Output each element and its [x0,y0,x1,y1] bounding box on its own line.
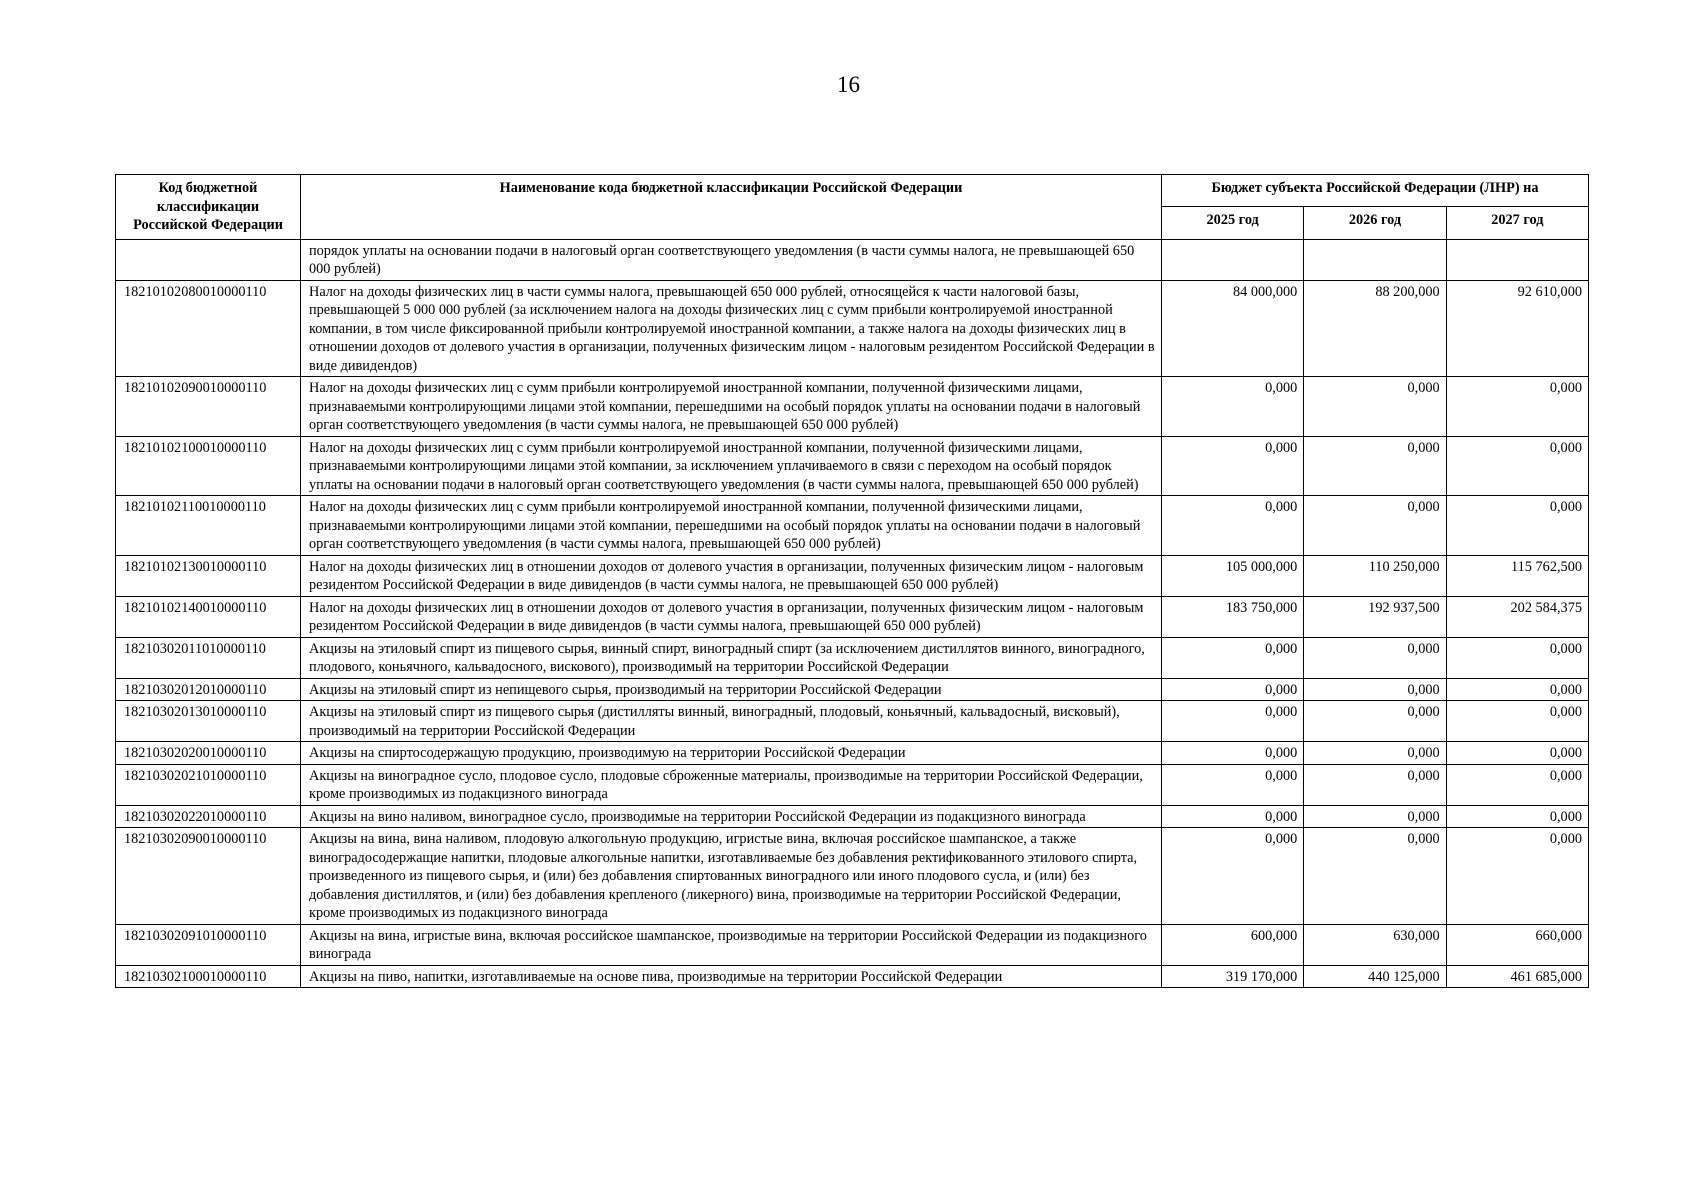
table-row [116,701,1589,742]
cell-2027: 0,000 [1446,637,1588,678]
cell-code: 18210302020010000110 [116,742,301,765]
cell-2027: 0,000 [1446,742,1588,765]
cell-2026 [1304,239,1446,280]
cell-2027: 0,000 [1446,828,1588,925]
header-year-2026: 2026 год [1304,207,1446,239]
cell-name: Акцизы на вина, вина наливом, плодовую алкогольную продукцию, игристые вина, включая российское шампанское, а также виноградосодержащие напитки, плодовые алкогольные напитки, изготавливаемые без добавления ректификованного этилового спирта, произведенного из пищевого сырья, и (или) без добавления спиртованных виноградного или иного плодового сусла, и (или) без добавления дистиллятов, и (или) без добавления крепленого (ликерного) вина, производимые на территории Российской Федерации, кроме производимых из подакцизного винограда [301,828,1162,925]
header-year-2027: 2027 год [1446,207,1588,239]
cell-2027: 0,000 [1446,436,1588,496]
cell-name: Налог на доходы физических лиц с сумм прибыли контролируемой иностранной компании, полученной физическими лицами, признаваемыми контролирующими лицами этой компании, перешедшими на особый порядок уплаты на основании подачи в налоговый орган соответствующего уведомления (в части суммы налога, не превышающей 650 000 рублей) [301,377,1162,437]
cell-2025: 0,000 [1162,742,1304,765]
cell-2025: 0,000 [1162,828,1304,925]
cell-code: 18210302011010000110 [116,637,301,678]
cell-2025: 84 000,000 [1162,280,1304,377]
cell-2026: 0,000 [1304,805,1446,828]
cell-code: 18210302013010000110 [116,701,301,742]
cell-name: Акцизы на спиртосодержащую продукцию, производимую на территории Российской Федерации [301,742,1162,765]
table-row [116,742,1589,765]
table-row [116,239,1589,280]
cell-2025: 0,000 [1162,377,1304,437]
cell-2026: 110 250,000 [1304,555,1446,596]
header-code: Код бюджетной классификации Российской Федерации [116,175,301,240]
table-row [116,965,1589,988]
table-row [116,678,1589,701]
cell-2026: 440 125,000 [1304,965,1446,988]
header-year-2025: 2025 год [1162,207,1304,239]
cell-2025: 0,000 [1162,805,1304,828]
cell-2025: 319 170,000 [1162,965,1304,988]
cell-2027: 92 610,000 [1446,280,1588,377]
header-budget: Бюджет субъекта Российской Федерации (ЛНР) на [1162,175,1589,207]
cell-code: 18210302021010000110 [116,764,301,805]
cell-code [116,239,301,280]
table-row [116,637,1589,678]
cell-2027: 461 685,000 [1446,965,1588,988]
cell-2025: 0,000 [1162,764,1304,805]
cell-2025: 0,000 [1162,637,1304,678]
cell-name: Налог на доходы физических лиц с сумм прибыли контролируемой иностранной компании, полученной физическими лицами, признаваемыми контролирующими лицами этой компании, перешедшими на особый порядок уплаты на основании подачи в налоговый орган соответствующего уведомления (в части суммы налога, превышающей 650 000 рублей) [301,496,1162,556]
cell-name: порядок уплаты на основании подачи в налоговый орган соответствующего уведомления (в части суммы налога, не превышающей 650 000 рублей) [301,239,1162,280]
cell-2026: 192 937,500 [1304,596,1446,637]
cell-2025: 105 000,000 [1162,555,1304,596]
cell-2027 [1446,239,1588,280]
table-row [116,805,1589,828]
cell-2025: 183 750,000 [1162,596,1304,637]
cell-code: 18210302012010000110 [116,678,301,701]
budget-table [115,174,1589,988]
cell-name: Акцизы на виноградное сусло, плодовое сусло, плодовые сброженные материалы, производимые на территории Российской Федерации, кроме производимых из подакцизного винограда [301,764,1162,805]
cell-2027: 0,000 [1446,701,1588,742]
cell-2025 [1162,239,1304,280]
page-number: 16 [837,72,860,97]
table-row [116,280,1589,377]
cell-2026: 0,000 [1304,764,1446,805]
cell-code: 18210102110010000110 [116,496,301,556]
cell-code: 18210102130010000110 [116,555,301,596]
cell-name: Налог на доходы физических лиц в отношении доходов от долевого участия в организации, полученных физическим лицом - налоговым резидентом Российской Федерации в виде дивидендов (в части суммы налога, не превышающей 650 000 рублей) [301,555,1162,596]
cell-name: Налог на доходы физических лиц в части суммы налога, превышающей 650 000 рублей, относящейся к части налоговой базы, превышающей 5 000 000 рублей (за исключением налога на доходы физических лиц с сумм прибыли контролируемой иностранной компании, в том числе фиксированной прибыли контролируемой иностранной компании, а также налога на доходы физических лиц в отношении доходов от долевого участия в организации, полученных физическим лицом - налоговым резидентом Российской Федерации в виде дивидендов) [301,280,1162,377]
cell-2026: 630,000 [1304,924,1446,965]
cell-2026: 0,000 [1304,496,1446,556]
cell-2026: 0,000 [1304,436,1446,496]
cell-code: 18210102140010000110 [116,596,301,637]
cell-2027: 0,000 [1446,764,1588,805]
cell-2026: 0,000 [1304,377,1446,437]
cell-name: Акцизы на этиловый спирт из непищевого сырья, производимый на территории Российской Федерации [301,678,1162,701]
cell-2026: 0,000 [1304,828,1446,925]
cell-name: Акцизы на вина, игристые вина, включая российское шампанское, производимые на территории Российской Федерации из подакцизного винограда [301,924,1162,965]
cell-2025: 0,000 [1162,496,1304,556]
cell-name: Акцизы на пиво, напитки, изготавливаемые на основе пива, производимые на территории Российской Федерации [301,965,1162,988]
cell-code: 18210302100010000110 [116,965,301,988]
cell-code: 18210102090010000110 [116,377,301,437]
cell-2027: 0,000 [1446,805,1588,828]
header-row [116,175,1589,207]
table-row [116,555,1589,596]
cell-2027: 660,000 [1446,924,1588,965]
cell-name: Акцизы на этиловый спирт из пищевого сырья, винный спирт, виноградный спирт (за исключением дистиллятов винного, виноградного, плодового, коньячного, кальвадосного, вискового), производимый на территории Российской Федерации [301,637,1162,678]
cell-2027: 115 762,500 [1446,555,1588,596]
cell-2025: 0,000 [1162,436,1304,496]
cell-code: 18210102100010000110 [116,436,301,496]
cell-code: 18210102080010000110 [116,280,301,377]
cell-code: 18210302091010000110 [116,924,301,965]
cell-2027: 0,000 [1446,496,1588,556]
cell-2026: 0,000 [1304,637,1446,678]
cell-name: Налог на доходы физических лиц с сумм прибыли контролируемой иностранной компании, полученной физическими лицами, признаваемыми контролирующими лицами этой компании, за исключением уплачиваемого в связи с переходом на особый порядок уплаты на основании подачи в налоговый орган соответствующего уведомления (в части суммы налога, превышающей 650 000 рублей) [301,436,1162,496]
table-row [116,596,1589,637]
cell-code: 18210302022010000110 [116,805,301,828]
cell-2026: 88 200,000 [1304,280,1446,377]
table-row [116,496,1589,556]
cell-2025: 0,000 [1162,678,1304,701]
table-row [116,377,1589,437]
cell-code: 18210302090010000110 [116,828,301,925]
cell-2025: 600,000 [1162,924,1304,965]
cell-name: Акцизы на вино наливом, виноградное сусло, производимые на территории Российской Федерации из подакцизного винограда [301,805,1162,828]
header-name: Наименование кода бюджетной классификации Российской Федерации [301,175,1162,240]
cell-2026: 0,000 [1304,742,1446,765]
cell-name: Налог на доходы физических лиц в отношении доходов от долевого участия в организации, полученных физическим лицом - налоговым резидентом Российской Федерации в виде дивидендов (в части суммы налога, превышающей 650 000 рублей) [301,596,1162,637]
table-row [116,764,1589,805]
cell-2025: 0,000 [1162,701,1304,742]
cell-2026: 0,000 [1304,678,1446,701]
table-row [116,436,1589,496]
cell-2027: 0,000 [1446,678,1588,701]
cell-2027: 202 584,375 [1446,596,1588,637]
cell-name: Акцизы на этиловый спирт из пищевого сырья (дистилляты винный, виноградный, плодовый, коньячный, кальвадосный, висковый), производимый на территории Российской Федерации [301,701,1162,742]
table-row [116,924,1589,965]
table-row [116,828,1589,925]
cell-2027: 0,000 [1446,377,1588,437]
cell-2026: 0,000 [1304,701,1446,742]
